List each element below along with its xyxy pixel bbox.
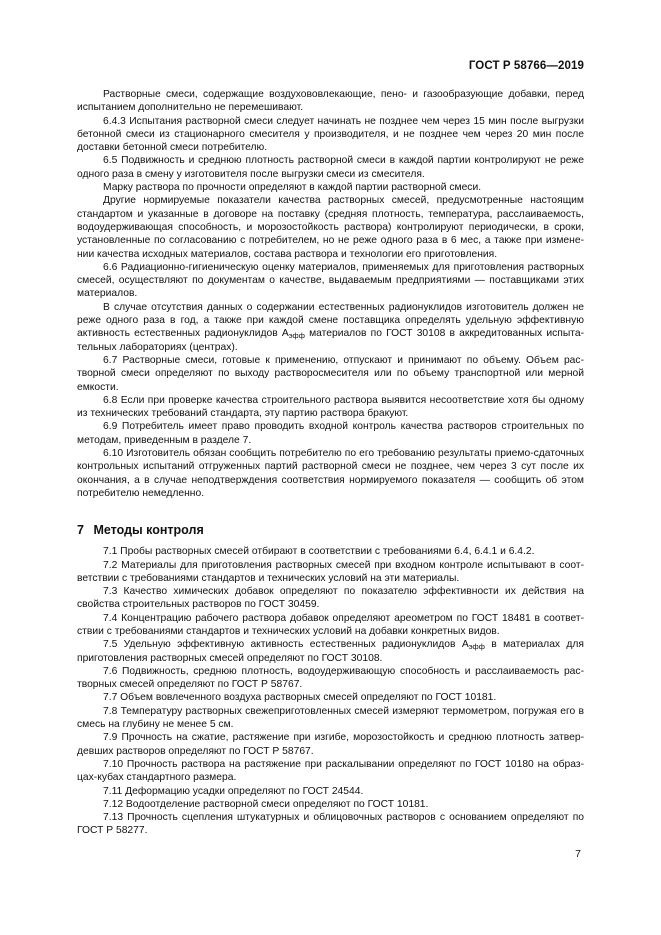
paragraph-text: 7.7 Объем вовлеченного воздуха растворных смесей определяют по ГОСТ 10181. <box>103 692 497 704</box>
paragraph <box>77 394 584 421</box>
paragraph-text: Другие нормируемые показатели качества растворных смесей, предусмотренные настоящим стандартом и указанные в договоре на поставку (средняя плотность, температура, расслаиваемость, водоудерживающая способность, и морозостойкость раствора) контролируют периодически, в сроки, установленные по согласованию с потребителем, но не реже одного раза в 6 мес, а также при изменении качества исходных материалов, состава раствора и технологии его приготовления. <box>77 195 584 260</box>
paragraph-text: 7.13 Прочность сцепления штукатурных и облицовочных растворов с основанием определяют по ГОСТ Р 58277. <box>77 812 584 837</box>
paragraph-text: 7.4 Концентрацию рабочего раствора добавок определяют ареометром по ГОСТ 18481 в соответствии с требованиями стандартов и технических условий на добавки конкретных видов. <box>77 612 584 637</box>
paragraph <box>77 731 584 758</box>
paragraph-text: 6.9 Потребитель имеет право проводить входной контроль качества растворов строительных по методам, приведенным в разделе 7. <box>77 421 584 446</box>
paragraph <box>77 612 584 639</box>
page-number: 7 <box>575 848 581 860</box>
paragraph-text: 7.12 Водоотделение растворной смеси определяют по ГОСТ 10181. <box>103 798 429 810</box>
paragraph <box>77 585 584 612</box>
paragraph-text: 7.2 Материалы для приготовления растворных смесей при входном контроле испытывают в соответствии с требованиями стандартов и технических условий на эти материалы. <box>77 559 584 584</box>
paragraph-text: Марку раствора по прочности определяют в каждой партии растворной смеси. <box>103 182 482 194</box>
paragraph-text: 7.1 Пробы растворных смесей отбирают в соответствии с требованиями 6.4, 6.4.1 и 6.4.2. <box>103 546 535 558</box>
clauses-section-6 <box>77 88 584 500</box>
paragraph-text: 7.10 Прочность раствора на растяжение при раскалывании определяют по ГОСТ 10180 на образцах-кубах стандартного размера. <box>77 758 584 784</box>
paragraph <box>77 705 584 732</box>
paragraph <box>77 758 584 785</box>
paragraph <box>77 785 584 798</box>
paragraph <box>77 194 584 260</box>
paragraph <box>77 354 584 394</box>
paragraph <box>77 154 584 181</box>
paragraph-text: Растворные смеси, содержащие воздухововлекающие, пено- и газообразующие добавки, перед испытанием дополнительно не перемешивают. <box>77 89 584 114</box>
paragraph <box>77 665 584 692</box>
clauses-section-7 <box>77 545 584 838</box>
paragraph-text: 7.8 Температуру растворных свежеприготовленных смесей измеряют термометром, погружая его в смесь на глубину не менее 5 см. <box>77 705 584 731</box>
paragraph <box>77 261 584 301</box>
paragraph <box>77 545 584 558</box>
paragraph-text: 6.10 Изготовитель обязан сообщить потребителю по его требованию результаты приемо-сдаточных контрольных испытаний отгруженных партий растворной смеси не позднее, чем через 3 сут после их окончания, а в случае неподтверждения соответствия нормируемого показателя — сообщить об этом потребителю немедленно. <box>77 448 584 499</box>
paragraph <box>77 181 584 194</box>
paragraph <box>77 447 584 500</box>
section-number: 7 <box>77 523 84 538</box>
paragraph-text: материалов по ГОСТ 30108 в аккредитованных испытательных лабораториях (центрах). <box>77 328 584 353</box>
paragraph-text: 6.5 Подвижность и среднюю плотность растворной смеси в каждой партии контролируют не реже одного раза в смену у изготовителя после выгрузки смеси из смесителя. <box>77 155 584 180</box>
paragraph <box>77 691 584 704</box>
subscript: эфф <box>468 642 485 652</box>
paragraph <box>77 420 584 447</box>
paragraph-text: 6.7 Растворные смеси, готовые к применению, отпускают и принимают по объему. Объем растворной смеси определяют по выходу растворосмесителя или по объему транспортной или мерной емкости. <box>77 354 584 393</box>
paragraph <box>77 301 584 354</box>
paragraph-text: в материалах для приготовления растворных смесей определяют по ГОСТ 30108. <box>77 639 585 664</box>
paragraph-text: 7.3 Качество химических добавок определяют по показателю эффективности их действия на свойства строительных растворов по ГОСТ 30459. <box>77 586 584 611</box>
paragraph-text: 6.4.3 Испытания растворной смеси следует начинать не позднее чем через 15 мин после выгрузки бетонной смеси из стационарного смесителя у производителя, и не позднее чем через 20 мин после доставки бетонной смеси потребителю. <box>77 115 584 154</box>
paragraph <box>77 88 584 115</box>
paragraph-text: 7.11 Деформацию усадки определяют по ГОСТ 24544. <box>103 785 364 797</box>
paragraph <box>77 798 584 811</box>
paragraph-text: 6.6 Радиационно-гигиеническую оценку материалов, применяемых для приготовления растворных смесей, осуществляют по документам о качестве, выдаваемым предприятиями — поставщиками этих материалов. <box>77 261 584 300</box>
paragraph <box>77 811 584 838</box>
section-heading <box>77 523 584 537</box>
paragraph-text: 7.5 Удельную эффективную активность естественных радионуклидов А <box>103 639 469 651</box>
paragraph-text: 6.8 Если при проверке качества строительного раствора выявится несоответствие хотя бы одному из технических требований стандарта, эту партию раствора бракуют. <box>77 394 584 420</box>
paragraph <box>77 559 584 586</box>
document-header: ГОСТ Р 58766—2019 <box>468 60 584 72</box>
paragraph-text: 7.6 Подвижность, среднюю плотность, водоудерживающую способность и расслаиваемость растворных смесей определяют по ГОСТ Р 58767. <box>77 665 584 691</box>
subscript: эфф <box>288 331 305 341</box>
section-title: Методы контроля <box>93 523 204 538</box>
paragraph-text: 7.9 Прочность на сжатие, растяжение при изгибе, морозостойкость и среднюю плотность затвердевших растворов определяют по ГОСТ Р 58767. <box>77 732 584 757</box>
paragraph-text: В случае отсутствия данных о содержании естественных радионуклидов изготовитель должен не реже одного раза в год, а также при каждой смене поставщика определять удельную эффективную активность естественных радионуклидов А <box>77 301 584 340</box>
page-content <box>77 88 584 838</box>
paragraph <box>77 115 584 155</box>
paragraph <box>77 638 584 665</box>
